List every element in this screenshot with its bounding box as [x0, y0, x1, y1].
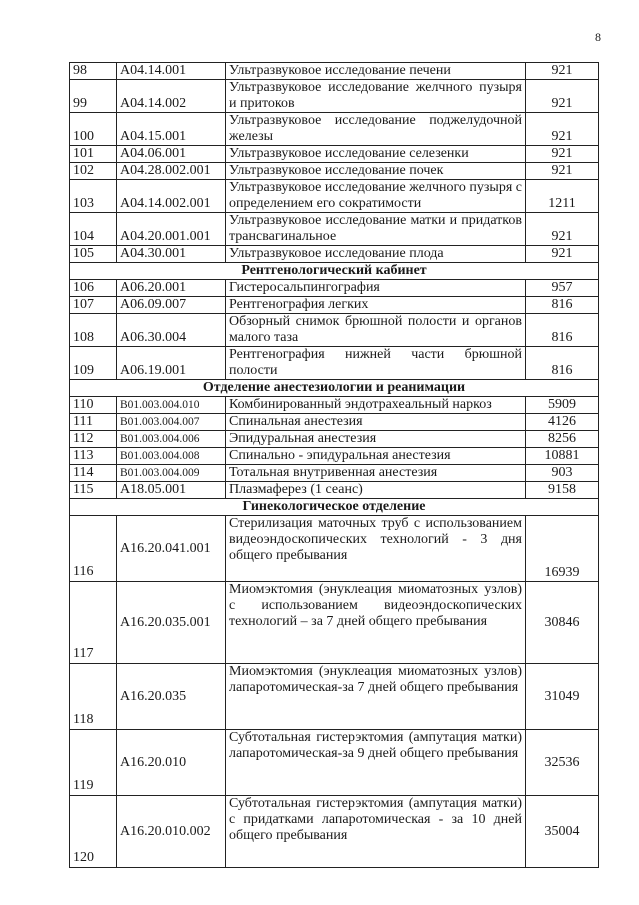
- service-name: Рентгенография нижней части брюшной полости: [226, 347, 526, 380]
- table-row: [70, 516, 599, 582]
- service-code: А04.15.001: [117, 113, 226, 146]
- service-price: 10881: [526, 448, 599, 465]
- service-price: 1211: [526, 180, 599, 213]
- service-name: Тотальная внутривенная анестезия: [226, 465, 526, 482]
- service-code: А06.09.007: [117, 297, 226, 314]
- section-title: Рентгенологический кабинет: [70, 263, 599, 280]
- table-row: [70, 465, 599, 482]
- service-code: А16.20.010: [117, 730, 226, 796]
- table-row: [70, 80, 599, 113]
- service-price: 921: [526, 146, 599, 163]
- service-code: А18.05.001: [117, 482, 226, 499]
- service-code: В01.003.004.010: [117, 397, 226, 414]
- section-title: Отделение анестезиологии и реанимации: [70, 380, 599, 397]
- service-name: Спинально - эпидуральная анестезия: [226, 448, 526, 465]
- table-row: [70, 347, 599, 380]
- service-price: 921: [526, 113, 599, 146]
- service-name: Плазмаферез (1 сеанс): [226, 482, 526, 499]
- row-number: 115: [70, 482, 117, 499]
- service-code: А16.20.041.001: [117, 516, 226, 582]
- row-number: 101: [70, 146, 117, 163]
- service-price: 816: [526, 347, 599, 380]
- service-price: 4126: [526, 414, 599, 431]
- table-row: [70, 664, 599, 730]
- row-number: 118: [70, 664, 117, 730]
- table-row: [70, 213, 599, 246]
- section-header-row: [70, 380, 599, 397]
- service-code: В01.003.004.007: [117, 414, 226, 431]
- row-number: 103: [70, 180, 117, 213]
- service-name: Субтотальная гистерэктомия (ампутация матки) с придатками лапаротомическая - за 10 дней общего пребывания: [226, 796, 526, 868]
- table-row: [70, 63, 599, 80]
- price-table: [69, 62, 599, 868]
- service-name: Стерилизация маточных труб с использованием видеоэндоскопических технологий - 3 дня общего пребывания: [226, 516, 526, 582]
- service-name: Эпидуральная анестезия: [226, 431, 526, 448]
- section-title: Гинекологическое отделение: [70, 499, 599, 516]
- table-row: [70, 582, 599, 664]
- row-number: 105: [70, 246, 117, 263]
- service-name: Спинальная анестезия: [226, 414, 526, 431]
- service-price: 30846: [526, 582, 599, 664]
- table-row: [70, 113, 599, 146]
- service-code: А16.20.035.001: [117, 582, 226, 664]
- service-price: 35004: [526, 796, 599, 868]
- service-price: 957: [526, 280, 599, 297]
- page-number: 8: [595, 30, 601, 44]
- row-number: 109: [70, 347, 117, 380]
- section-header-row: [70, 263, 599, 280]
- service-code: А06.19.001: [117, 347, 226, 380]
- service-name: Гистеросальпингография: [226, 280, 526, 297]
- service-price: 32536: [526, 730, 599, 796]
- service-code: В01.003.004.008: [117, 448, 226, 465]
- service-price: 921: [526, 63, 599, 80]
- row-number: 111: [70, 414, 117, 431]
- row-number: 119: [70, 730, 117, 796]
- price-table-body: [70, 63, 599, 868]
- row-number: 110: [70, 397, 117, 414]
- service-price: 921: [526, 80, 599, 113]
- service-price: 921: [526, 163, 599, 180]
- service-price: 16939: [526, 516, 599, 582]
- service-name: Миомэктомия (энуклеация миоматозных узлов) с использованием видеоэндоскопических технологий – за 7 дней общего пребывания: [226, 582, 526, 664]
- table-row: [70, 146, 599, 163]
- row-number: 102: [70, 163, 117, 180]
- table-row: [70, 314, 599, 347]
- service-name: Рентгенография легких: [226, 297, 526, 314]
- service-price: 921: [526, 246, 599, 263]
- service-code: А06.20.001: [117, 280, 226, 297]
- service-code: А04.28.002.001: [117, 163, 226, 180]
- table-row: [70, 297, 599, 314]
- row-number: 116: [70, 516, 117, 582]
- row-number: 104: [70, 213, 117, 246]
- service-price: 816: [526, 297, 599, 314]
- table-row: [70, 397, 599, 414]
- row-number: 100: [70, 113, 117, 146]
- service-name: Обзорный снимок брюшной полости и органов малого таза: [226, 314, 526, 347]
- service-name: Ультразвуковое исследование почек: [226, 163, 526, 180]
- table-row: [70, 482, 599, 499]
- service-code: А06.30.004: [117, 314, 226, 347]
- table-row: [70, 280, 599, 297]
- row-number: 112: [70, 431, 117, 448]
- service-price: 5909: [526, 397, 599, 414]
- service-code: А04.14.002.001: [117, 180, 226, 213]
- service-name: Субтотальная гистерэктомия (ампутация матки) лапаротомическая-за 9 дней общего пребывания: [226, 730, 526, 796]
- row-number: 108: [70, 314, 117, 347]
- table-row: [70, 163, 599, 180]
- service-name: Ультразвуковое исследование желчного пузыря с определением его сократимости: [226, 180, 526, 213]
- row-number: 106: [70, 280, 117, 297]
- service-code: А04.14.002: [117, 80, 226, 113]
- service-name: Комбинированный эндотрахеальный наркоз: [226, 397, 526, 414]
- row-number: 107: [70, 297, 117, 314]
- service-name: Миомэктомия (энуклеация миоматозных узлов) лапаротомическая-за 7 дней общего пребывания: [226, 664, 526, 730]
- table-row: [70, 180, 599, 213]
- table-row: [70, 796, 599, 868]
- service-name: Ультразвуковое исследование селезенки: [226, 146, 526, 163]
- table-row: [70, 431, 599, 448]
- row-number: 98: [70, 63, 117, 80]
- service-code: А16.20.035: [117, 664, 226, 730]
- service-code: А04.20.001.001: [117, 213, 226, 246]
- service-code: В01.003.004.006: [117, 431, 226, 448]
- service-name: Ультразвуковое исследование печени: [226, 63, 526, 80]
- service-code: В01.003.004.009: [117, 465, 226, 482]
- section-header-row: [70, 499, 599, 516]
- service-name: Ультразвуковое исследование плода: [226, 246, 526, 263]
- service-price: 921: [526, 213, 599, 246]
- service-price: 31049: [526, 664, 599, 730]
- table-row: [70, 730, 599, 796]
- table-row: [70, 414, 599, 431]
- row-number: 113: [70, 448, 117, 465]
- table-row: [70, 246, 599, 263]
- service-price: 9158: [526, 482, 599, 499]
- service-name: Ультразвуковое исследование желчного пузыря и притоков: [226, 80, 526, 113]
- service-code: А04.30.001: [117, 246, 226, 263]
- service-name: Ультразвуковое исследование матки и придатков трансвагинальное: [226, 213, 526, 246]
- service-price: 8256: [526, 431, 599, 448]
- row-number: 114: [70, 465, 117, 482]
- service-price: 816: [526, 314, 599, 347]
- service-code: А04.06.001: [117, 146, 226, 163]
- service-price: 903: [526, 465, 599, 482]
- row-number: 99: [70, 80, 117, 113]
- service-code: А04.14.001: [117, 63, 226, 80]
- service-name: Ультразвуковое исследование поджелудочной железы: [226, 113, 526, 146]
- service-code: А16.20.010.002: [117, 796, 226, 868]
- table-row: [70, 448, 599, 465]
- row-number: 120: [70, 796, 117, 868]
- row-number: 117: [70, 582, 117, 664]
